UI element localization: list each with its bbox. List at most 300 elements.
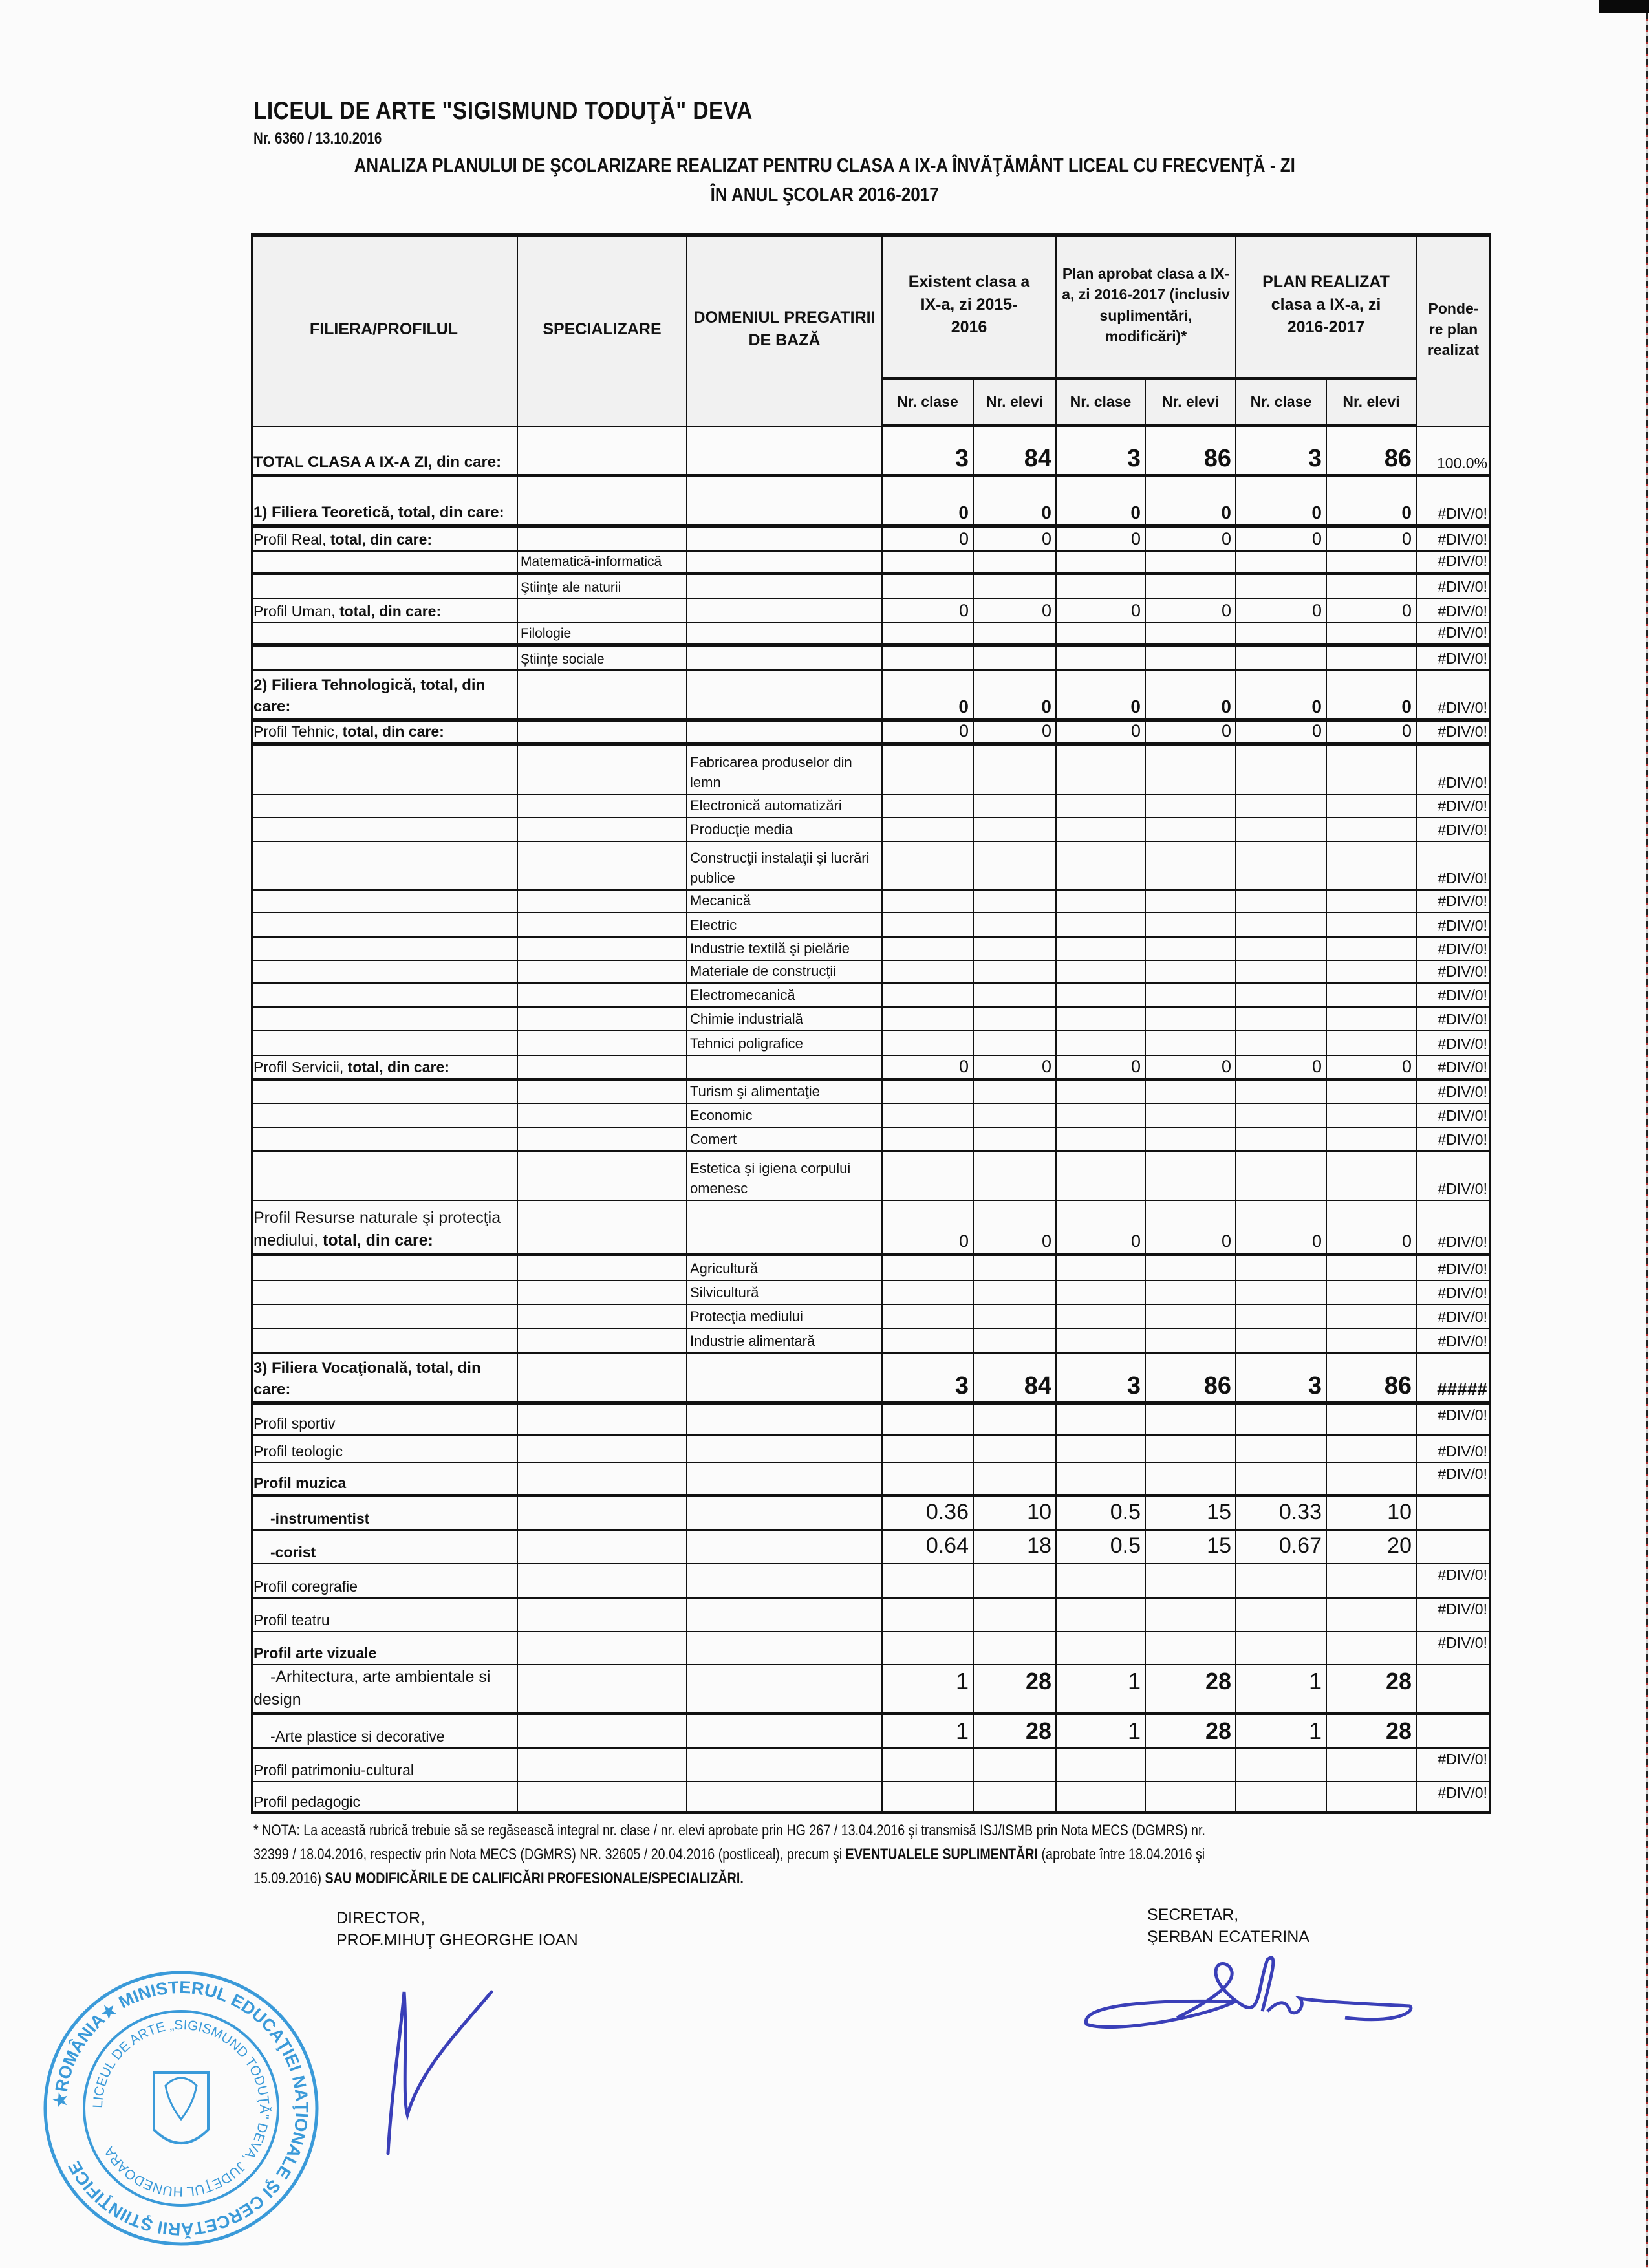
cell-value <box>1236 1715 1327 1749</box>
cell-domeniul <box>687 818 883 842</box>
pondere-text: #DIV/0! <box>1438 624 1487 641</box>
cell-specializare <box>518 599 687 623</box>
value-text: 0 <box>1311 502 1322 523</box>
cell-domeniul <box>687 528 883 552</box>
cell-value <box>1327 1031 1417 1056</box>
value-text: 20 <box>1387 1533 1412 1558</box>
cell-domeniul <box>687 1281 883 1305</box>
cell-value <box>1327 1201 1417 1256</box>
cell-specializare <box>518 1104 687 1128</box>
cell-value <box>1057 1632 1146 1665</box>
value-text: 0 <box>1221 502 1231 523</box>
cell-value <box>1057 1715 1146 1749</box>
pondere-text: #DIV/0! <box>1438 774 1487 791</box>
cell-value <box>1236 1749 1327 1782</box>
col-subheader-nr-clase <box>1236 380 1327 427</box>
col-subheader-text: Nr. clase <box>897 393 958 411</box>
value-text: 0 <box>1041 529 1051 548</box>
cell-value <box>883 795 974 818</box>
cell-pondere <box>1417 1436 1491 1463</box>
value-text: 28 <box>1205 1668 1231 1694</box>
document-title <box>0 154 1649 177</box>
footnote <box>253 1819 1502 1891</box>
cell-value <box>1146 1632 1236 1665</box>
cell-filiera <box>251 427 518 477</box>
cell-domeniul <box>687 984 883 1008</box>
cell-value <box>1146 552 1236 575</box>
cell-value <box>1327 891 1417 913</box>
cell-value <box>1057 1531 1146 1564</box>
cell-specializare <box>518 1749 687 1782</box>
cell-value <box>1327 1152 1417 1201</box>
value-text: 0 <box>1311 1231 1322 1251</box>
cell-value <box>883 1531 974 1564</box>
cell-value <box>1327 1564 1417 1599</box>
col-header-pondere-text: Ponde- re plan realizat <box>1427 299 1480 359</box>
cell-value <box>883 961 974 984</box>
cell-pondere <box>1417 746 1491 795</box>
value-text: 28 <box>1385 1668 1412 1694</box>
cell-value <box>1327 1081 1417 1104</box>
cell-value <box>974 1305 1057 1329</box>
cell-value <box>974 1463 1057 1497</box>
domeniul-text <box>690 986 879 1006</box>
cell-value <box>1146 599 1236 623</box>
pondere-text: #DIV/0! <box>1438 552 1487 569</box>
domeniul-text <box>690 1010 879 1030</box>
pondere-text: #DIV/0! <box>1438 531 1487 548</box>
cell-pondere <box>1417 1497 1491 1531</box>
document-subtitle <box>0 183 1649 206</box>
cell-value <box>883 1665 974 1715</box>
cell-pondere <box>1417 1749 1491 1782</box>
cell-specializare <box>518 722 687 746</box>
pondere-text: #DIV/0! <box>1438 1083 1487 1100</box>
col-header-specializare <box>518 233 687 427</box>
cell-domeniul <box>687 1128 883 1152</box>
cell-value <box>1146 1128 1236 1152</box>
cell-specializare <box>518 552 687 575</box>
cell-filiera <box>251 1405 518 1436</box>
cell-value <box>883 1008 974 1031</box>
secretary-title: SECRETAR, <box>1147 1906 1239 1924</box>
cell-specializare <box>518 1782 687 1814</box>
value-text: 0 <box>1401 502 1412 523</box>
cell-filiera <box>251 647 518 671</box>
cell-value <box>883 1405 974 1436</box>
cell-value <box>1327 1531 1417 1564</box>
cell-specializare <box>518 984 687 1008</box>
domeniul-label: Electronică automatizări <box>690 797 842 814</box>
value-text: 0.36 <box>925 1500 969 1524</box>
cell-value <box>974 961 1057 984</box>
cell-value <box>883 1031 974 1056</box>
cell-value <box>1146 1436 1236 1463</box>
cell-value <box>1236 891 1327 913</box>
cell-value <box>1146 1305 1236 1329</box>
filiera-label-bold: total, din care: <box>339 602 442 620</box>
cell-value <box>1327 1405 1417 1436</box>
registration-number: Nr. 6360 / 13.10.2016 <box>253 129 382 147</box>
value-text: 0 <box>1311 601 1322 620</box>
value-text: 0 <box>1221 697 1231 717</box>
footnote-line2 <box>253 1842 1277 1866</box>
cell-value <box>1146 1531 1236 1564</box>
cell-value <box>1236 938 1327 961</box>
cell-value <box>1146 1256 1236 1281</box>
cell-filiera <box>251 1152 518 1201</box>
filiera-text <box>253 451 514 473</box>
col-header-filiera-text: FILIERA/PROFILUL <box>309 319 458 338</box>
domeniul-label: Turism şi alimentaţie <box>690 1083 820 1100</box>
pondere-text: #DIV/0! <box>1438 797 1487 814</box>
cell-value <box>883 552 974 575</box>
cell-specializare <box>518 818 687 842</box>
cell-value <box>1236 1305 1327 1329</box>
domeniul-label: Producţie media <box>690 821 793 838</box>
value-text: 0 <box>958 529 969 548</box>
cell-domeniul <box>687 795 883 818</box>
cell-filiera <box>251 938 518 961</box>
cell-specializare <box>518 1281 687 1305</box>
cell-domeniul <box>687 599 883 623</box>
filiera-text <box>253 1666 514 1711</box>
cell-specializare <box>518 1256 687 1281</box>
cell-specializare <box>518 647 687 671</box>
footnote-line2-bold: EVENTUALELE SUPLIMENTĂRI <box>845 1846 1038 1864</box>
cell-value <box>1236 671 1327 722</box>
cell-pondere <box>1417 795 1491 818</box>
filiera-label: -corist <box>270 1543 316 1561</box>
filiera-label: Profil coregrafie <box>253 1577 358 1595</box>
value-text: 84 <box>1024 445 1051 472</box>
filiera-label: Profil Resurse naturale şi protecţia mediului, <box>253 1209 501 1249</box>
cell-domeniul <box>687 1599 883 1632</box>
cell-filiera <box>251 1354 518 1405</box>
filiera-label-bold: total, din care: <box>347 1058 449 1075</box>
domeniul-text <box>690 1283 879 1303</box>
cell-domeniul <box>687 1081 883 1104</box>
cell-domeniul <box>687 722 883 746</box>
cell-value <box>974 1152 1057 1201</box>
cell-value <box>883 1436 974 1463</box>
value-text: 0 <box>1041 1231 1051 1251</box>
cell-value <box>1327 1056 1417 1081</box>
cell-pondere <box>1417 1405 1491 1436</box>
cell-pondere <box>1417 647 1491 671</box>
cell-value <box>1057 671 1146 722</box>
cell-value <box>1057 647 1146 671</box>
cell-value <box>1236 818 1327 842</box>
cell-pondere <box>1417 891 1491 913</box>
cell-value <box>1327 1599 1417 1632</box>
cell-filiera <box>251 795 518 818</box>
pondere-text: #DIV/0! <box>1438 1180 1487 1197</box>
cell-value <box>1146 722 1236 746</box>
cell-filiera <box>251 477 518 528</box>
value-text: 1 <box>955 1668 969 1694</box>
cell-specializare <box>518 1152 687 1201</box>
pondere-text: 100.0% <box>1436 455 1487 471</box>
cell-value <box>974 427 1057 477</box>
cell-value <box>1057 1081 1146 1104</box>
value-text: 1 <box>955 1718 969 1744</box>
filiera-label: Profil patrimoniu-cultural <box>253 1761 414 1778</box>
value-text: 0 <box>1401 1231 1412 1251</box>
cell-value <box>1146 1715 1236 1749</box>
cell-value <box>1057 795 1146 818</box>
cell-filiera <box>251 1599 518 1632</box>
value-text: 0 <box>1130 601 1141 620</box>
value-text: 1 <box>1308 1718 1322 1744</box>
value-text: 0 <box>1401 529 1412 548</box>
value-text: 0 <box>1401 601 1412 620</box>
cell-value <box>974 1436 1057 1463</box>
footnote-line1: * NOTA: La această rubrică trebuie să se regăsească integral nr. clase / nr. elevi aprobate prin HG 267 / 13.04.2016 şi transmisă ISJ/ISMB prin Nota MECS (DGMRS) nr. <box>253 1822 1205 1839</box>
cell-domeniul <box>687 1463 883 1497</box>
cell-value <box>1146 647 1236 671</box>
value-text: 28 <box>1025 1718 1051 1744</box>
domeniul-text <box>690 1106 879 1126</box>
value-text: 0 <box>1130 722 1141 740</box>
cell-value <box>974 842 1057 891</box>
filiera-label: Profil arte vizuale <box>253 1644 377 1661</box>
cell-value <box>1057 913 1146 938</box>
cell-domeniul <box>687 1715 883 1749</box>
cell-pondere <box>1417 961 1491 984</box>
value-text: 28 <box>1025 1668 1051 1694</box>
cell-pondere <box>1417 1599 1491 1632</box>
cell-value <box>1327 722 1417 746</box>
document-title-line2: ÎN ANUL ŞCOLAR 2016-2017 <box>710 183 939 206</box>
cell-value <box>1236 746 1327 795</box>
cell-domeniul <box>687 891 883 913</box>
filiera-text <box>253 529 514 550</box>
cell-pondere <box>1417 1463 1491 1497</box>
value-text: 28 <box>1385 1718 1412 1744</box>
domeniul-label: Construcţii instalaţii şi lucrări publice <box>690 850 870 887</box>
value-text: 3 <box>954 1372 969 1399</box>
value-text: 0 <box>1221 601 1231 620</box>
cell-value <box>1327 1749 1417 1782</box>
cell-pondere <box>1417 1281 1491 1305</box>
cell-value <box>1236 1031 1327 1056</box>
cell-pondere <box>1417 1081 1491 1104</box>
cell-filiera <box>251 1128 518 1152</box>
cell-value <box>883 671 974 722</box>
cell-domeniul <box>687 1531 883 1564</box>
domeniul-label: Fabricarea produselor din lemn <box>690 754 852 791</box>
director-name: PROF.MIHUŢ GHEORGHE IOAN <box>336 1930 578 1949</box>
cell-value <box>1146 1782 1236 1814</box>
cell-value <box>883 1081 974 1104</box>
director-block <box>336 1908 578 1952</box>
value-text: 0 <box>1041 722 1051 740</box>
col-subheader-text: Nr. elevi <box>1342 393 1400 411</box>
col-header-domeniul <box>687 233 883 427</box>
domeniul-label: Comert <box>690 1131 737 1148</box>
cell-value <box>883 1354 974 1405</box>
cell-value <box>1146 1008 1236 1031</box>
filiera-label: -instrumentist <box>270 1509 370 1527</box>
scan-edge-bar <box>1599 0 1649 13</box>
cell-domeniul <box>687 1305 883 1329</box>
cell-value <box>1327 427 1417 477</box>
filiera-label: -Arte plastice si decorative <box>270 1727 445 1745</box>
value-text: 0 <box>958 601 969 620</box>
specializare-label: Ştiinţe sociale <box>521 651 605 667</box>
domeniul-text <box>690 1259 879 1279</box>
value-text: 0.5 <box>1110 1533 1141 1558</box>
cell-value <box>1057 1497 1146 1531</box>
col-subheader-text: Nr. elevi <box>986 393 1044 411</box>
cell-value <box>1057 1564 1146 1599</box>
cell-specializare <box>518 575 687 599</box>
pondere-text: #DIV/0! <box>1438 1784 1487 1801</box>
pondere-text: #DIV/0! <box>1438 1233 1487 1250</box>
cell-value <box>974 1782 1057 1814</box>
cell-value <box>974 1008 1057 1031</box>
cell-value <box>1327 1008 1417 1031</box>
value-text: 28 <box>1205 1718 1231 1744</box>
cell-value <box>1236 1354 1327 1405</box>
cell-value <box>1327 575 1417 599</box>
pondere-text: #DIV/0! <box>1438 1751 1487 1767</box>
cell-value <box>1236 795 1327 818</box>
cell-domeniul <box>687 647 883 671</box>
cell-domeniul <box>687 427 883 477</box>
cell-value <box>1236 961 1327 984</box>
cell-domeniul <box>687 842 883 891</box>
cell-filiera <box>251 1329 518 1354</box>
director-signature <box>362 1966 543 2160</box>
domeniul-label: Protecţia mediului <box>690 1308 803 1325</box>
filiera-text <box>253 1057 514 1077</box>
cell-value <box>1236 1405 1327 1436</box>
cell-filiera <box>251 528 518 552</box>
cell-filiera <box>251 722 518 746</box>
value-text: 0 <box>1221 529 1231 548</box>
cell-value <box>974 599 1057 623</box>
cell-value <box>1327 623 1417 647</box>
cell-value <box>974 1081 1057 1104</box>
cell-value <box>1146 1152 1236 1201</box>
cell-value <box>1327 647 1417 671</box>
cell-value <box>1236 477 1327 528</box>
cell-filiera <box>251 599 518 623</box>
cell-value <box>1057 842 1146 891</box>
cell-pondere <box>1417 1056 1491 1081</box>
filiera-text <box>253 601 514 621</box>
cell-value <box>1236 552 1327 575</box>
cell-value <box>1146 528 1236 552</box>
cell-value <box>883 913 974 938</box>
value-text: 0 <box>1221 1057 1231 1076</box>
cell-value <box>1057 891 1146 913</box>
value-text: 1 <box>1308 1668 1322 1694</box>
value-text: 3 <box>1308 1372 1322 1399</box>
filiera-text <box>253 1357 514 1401</box>
cell-value <box>1057 818 1146 842</box>
specializare-text <box>521 578 684 597</box>
cell-filiera <box>251 1305 518 1329</box>
cell-filiera <box>251 575 518 599</box>
pondere-text: #DIV/0! <box>1438 1107 1487 1124</box>
pondere-text: ##### <box>1437 1379 1487 1399</box>
cell-value <box>1236 1152 1327 1201</box>
value-text: 0 <box>1130 1231 1141 1251</box>
filiera-label: 3) Filiera Vocaţională, total, din care: <box>253 1359 481 1399</box>
filiera-text <box>253 1791 514 1812</box>
filiera-text <box>253 1207 514 1252</box>
cell-value <box>1327 528 1417 552</box>
domeniul-label: Tehnici poligrafice <box>690 1035 803 1052</box>
cell-value <box>883 1152 974 1201</box>
cell-specializare <box>518 1305 687 1329</box>
secretary-signature <box>1073 1953 1436 2044</box>
cell-domeniul <box>687 477 883 528</box>
cell-domeniul <box>687 671 883 722</box>
domeniul-label: Mecanică <box>690 892 751 909</box>
cell-value <box>883 842 974 891</box>
cell-pondere <box>1417 1564 1491 1599</box>
cell-pondere <box>1417 1031 1491 1056</box>
value-text: 86 <box>1384 445 1412 472</box>
specializare-text <box>521 650 684 669</box>
cell-value <box>1146 477 1236 528</box>
pondere-text: #DIV/0! <box>1438 892 1487 909</box>
domeniul-label: Materiale de construcţii <box>690 963 837 980</box>
cell-value <box>974 1329 1057 1354</box>
cell-pondere <box>1417 913 1491 938</box>
filiera-label: -Arhitectura, arte ambientale si design <box>253 1668 491 1709</box>
specializare-label: Filologie <box>521 625 572 641</box>
cell-value <box>883 984 974 1008</box>
value-text: 3 <box>1126 445 1141 472</box>
cell-value <box>883 891 974 913</box>
cell-pondere <box>1417 1715 1491 1749</box>
value-text: 0 <box>958 722 969 740</box>
value-text: 0 <box>958 502 969 523</box>
cell-filiera <box>251 1104 518 1128</box>
pondere-text: #DIV/0! <box>1438 1284 1487 1301</box>
cell-specializare <box>518 795 687 818</box>
cell-value <box>1327 746 1417 795</box>
cell-value <box>1327 1665 1417 1715</box>
value-text: 0 <box>1311 1057 1322 1076</box>
cell-value <box>1236 1497 1327 1531</box>
cell-value <box>1146 1081 1236 1104</box>
cell-value <box>1236 1056 1327 1081</box>
domeniul-label: Electromecanică <box>690 987 795 1004</box>
pondere-text: #DIV/0! <box>1438 1566 1487 1583</box>
cell-value <box>883 528 974 552</box>
cell-value <box>1057 746 1146 795</box>
pondere-text: #DIV/0! <box>1438 1260 1487 1277</box>
filiera-text <box>253 675 514 718</box>
cell-specializare <box>518 913 687 938</box>
value-text: 0 <box>1221 1231 1231 1251</box>
pondere-text: #DIV/0! <box>1438 1465 1487 1482</box>
cell-specializare <box>518 1497 687 1531</box>
cell-domeniul <box>687 1031 883 1056</box>
cell-value <box>974 1201 1057 1256</box>
cell-value <box>974 623 1057 647</box>
stamp-inner-text: LICEUL DE ARTE „SIGISMUND TODUŢĂ" DEVA, JUDEŢUL HUNEDOARA <box>90 2017 272 2199</box>
filiera-text <box>253 1473 514 1493</box>
cell-value <box>1236 528 1327 552</box>
col-header-plan-aprobat-text: Plan aprobat clasa a IX-a, zi 2016-2017 (inclusiv suplimentări, modificări)* <box>1062 265 1230 345</box>
